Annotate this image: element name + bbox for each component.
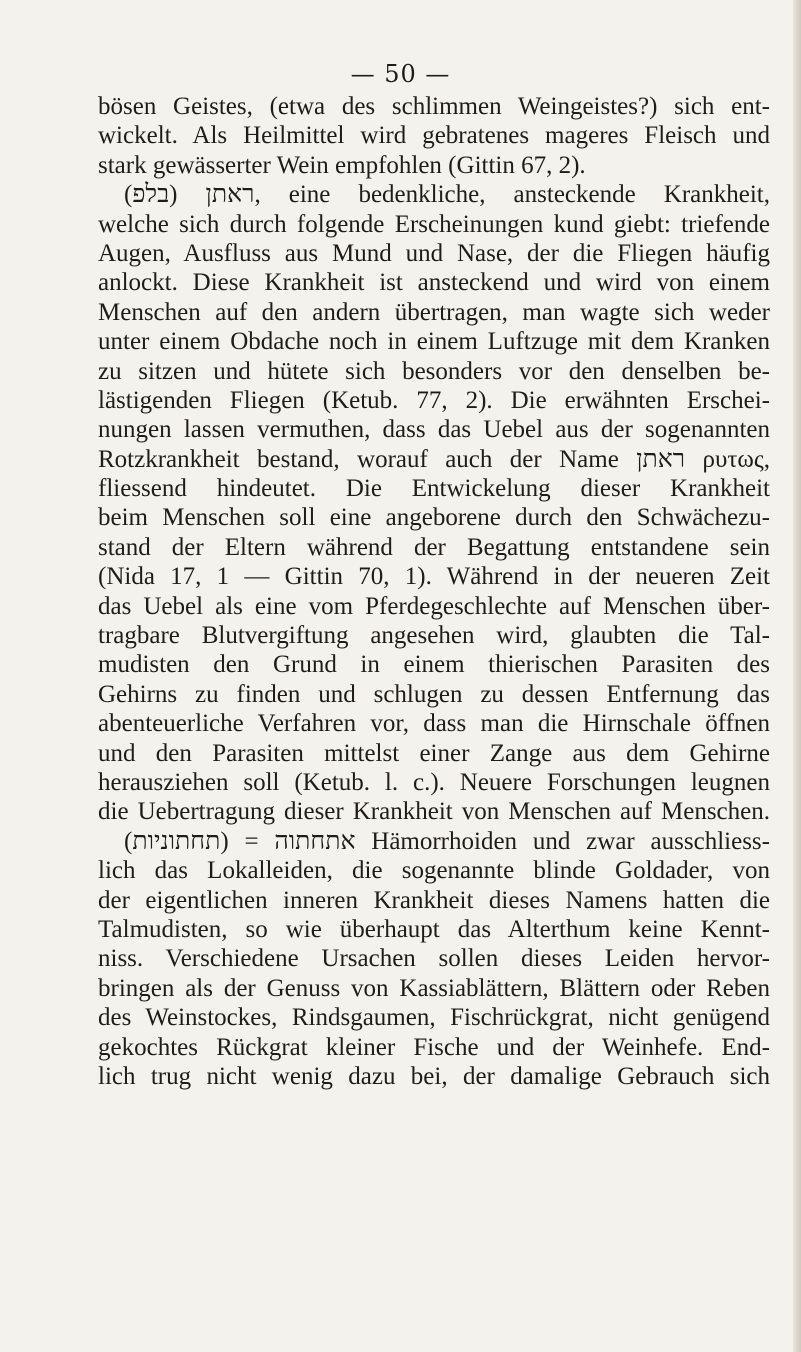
text-line: mudisten den Grund in einem thierischen Parasiten des xyxy=(98,651,770,679)
text-line: herausziehen soll (Ketub. l. c.). Neuere Forschungen leugnen xyxy=(98,768,770,796)
text-line: Talmudisten, so wie überhaupt das Alterthum keine Kennt- xyxy=(98,915,770,943)
text-line: gekochtes Rückgrat kleiner Fische und der Weinhefe. End- xyxy=(98,1033,770,1061)
text-line: zu sitzen und hütete sich besonders vor den denselben be- xyxy=(98,357,770,385)
text-line: welche sich durch folgende Erscheinungen kund giebt: triefende xyxy=(98,210,770,238)
text-line: und den Parasiten mittelst einer Zange aus dem Gehirne xyxy=(98,739,770,767)
text-line: lich trug nicht wenig dazu bei, der damalige Gebrauch sich xyxy=(98,1062,770,1090)
page-edge-shadow xyxy=(793,0,801,1352)
text-line: das Uebel als eine vom Pferdegeschlechte auf Menschen über- xyxy=(98,592,770,620)
text-line: niss. Verschiedene Ursachen sollen dieses Leiden hervor- xyxy=(98,945,770,973)
text-line: anlockt. Diese Krankheit ist ansteckend und wird von einem xyxy=(98,269,770,297)
text-line: stark gewässerter Wein empfohlen (Gittin 67, 2). xyxy=(98,151,586,179)
text-line: stand der Eltern während der Begattung entstandene sein xyxy=(98,533,770,561)
text-line: Rotzkrankheit bestand, worauf auch der Name ראתן ρυτως, xyxy=(98,445,770,473)
text-line: (Nida 17, 1 — Gittin 70, 1). Während in der neueren Zeit xyxy=(98,563,770,591)
text-line: wickelt. Als Heilmittel wird gebratenes mageres Fleisch und xyxy=(98,122,770,150)
text-line: Menschen auf den andern übertragen, man wagte sich weder xyxy=(98,298,770,326)
text-line: tragbare Blutvergiftung angesehen wird, glaubten die Tal- xyxy=(98,622,770,650)
text-line: Augen, Ausfluss aus Mund und Nase, der die Fliegen häufig xyxy=(98,239,770,267)
text-line: des Weinstockes, Rindsgaumen, Fischrückgrat, nicht genügend xyxy=(98,1004,770,1032)
text-line: אתחתוה = (תחתוניות) Hämorrhoiden und zwar ausschliess- xyxy=(124,827,770,855)
text-line: der eigentlichen inneren Krankheit dieses Namens hatten die xyxy=(98,886,770,914)
text-line: nungen lassen vermuthen, dass das Uebel aus der sogenannten xyxy=(98,416,770,444)
text-line: Gehirns zu finden und schlugen zu dessen Entfernung das xyxy=(98,680,770,708)
text-line: abenteuerliche Verfahren vor, dass man die Hirnschale öffnen xyxy=(98,710,770,738)
text-line: bringen als der Genuss von Kassiablättern, Blättern oder Reben xyxy=(98,974,770,1002)
text-line: lästigenden Fliegen (Ketub. 77, 2). Die erwähnten Erschei- xyxy=(98,386,770,414)
text-line: bösen Geistes, (etwa des schlimmen Weingeistes?) sich ent- xyxy=(98,93,770,120)
text-line: ראתן (בלפ), eine bedenkliche, ansteckende Krankheit, xyxy=(124,181,770,209)
text-line: unter einem Obdache noch in einem Luftzuge mit dem Kranken xyxy=(98,328,770,356)
body-text xyxy=(98,92,770,1091)
text-line: lich das Lokalleiden, die sogenannte blinde Goldader, von xyxy=(98,857,770,885)
text-line: die Uebertragung dieser Krankheit von Menschen auf Menschen. xyxy=(98,798,770,826)
text-line: fliessend hindeutet. Die Entwickelung dieser Krankheit xyxy=(98,475,770,503)
page-number: — 50 — xyxy=(350,60,451,88)
text-line: beim Menschen soll eine angeborene durch den Schwächezu- xyxy=(98,504,770,532)
